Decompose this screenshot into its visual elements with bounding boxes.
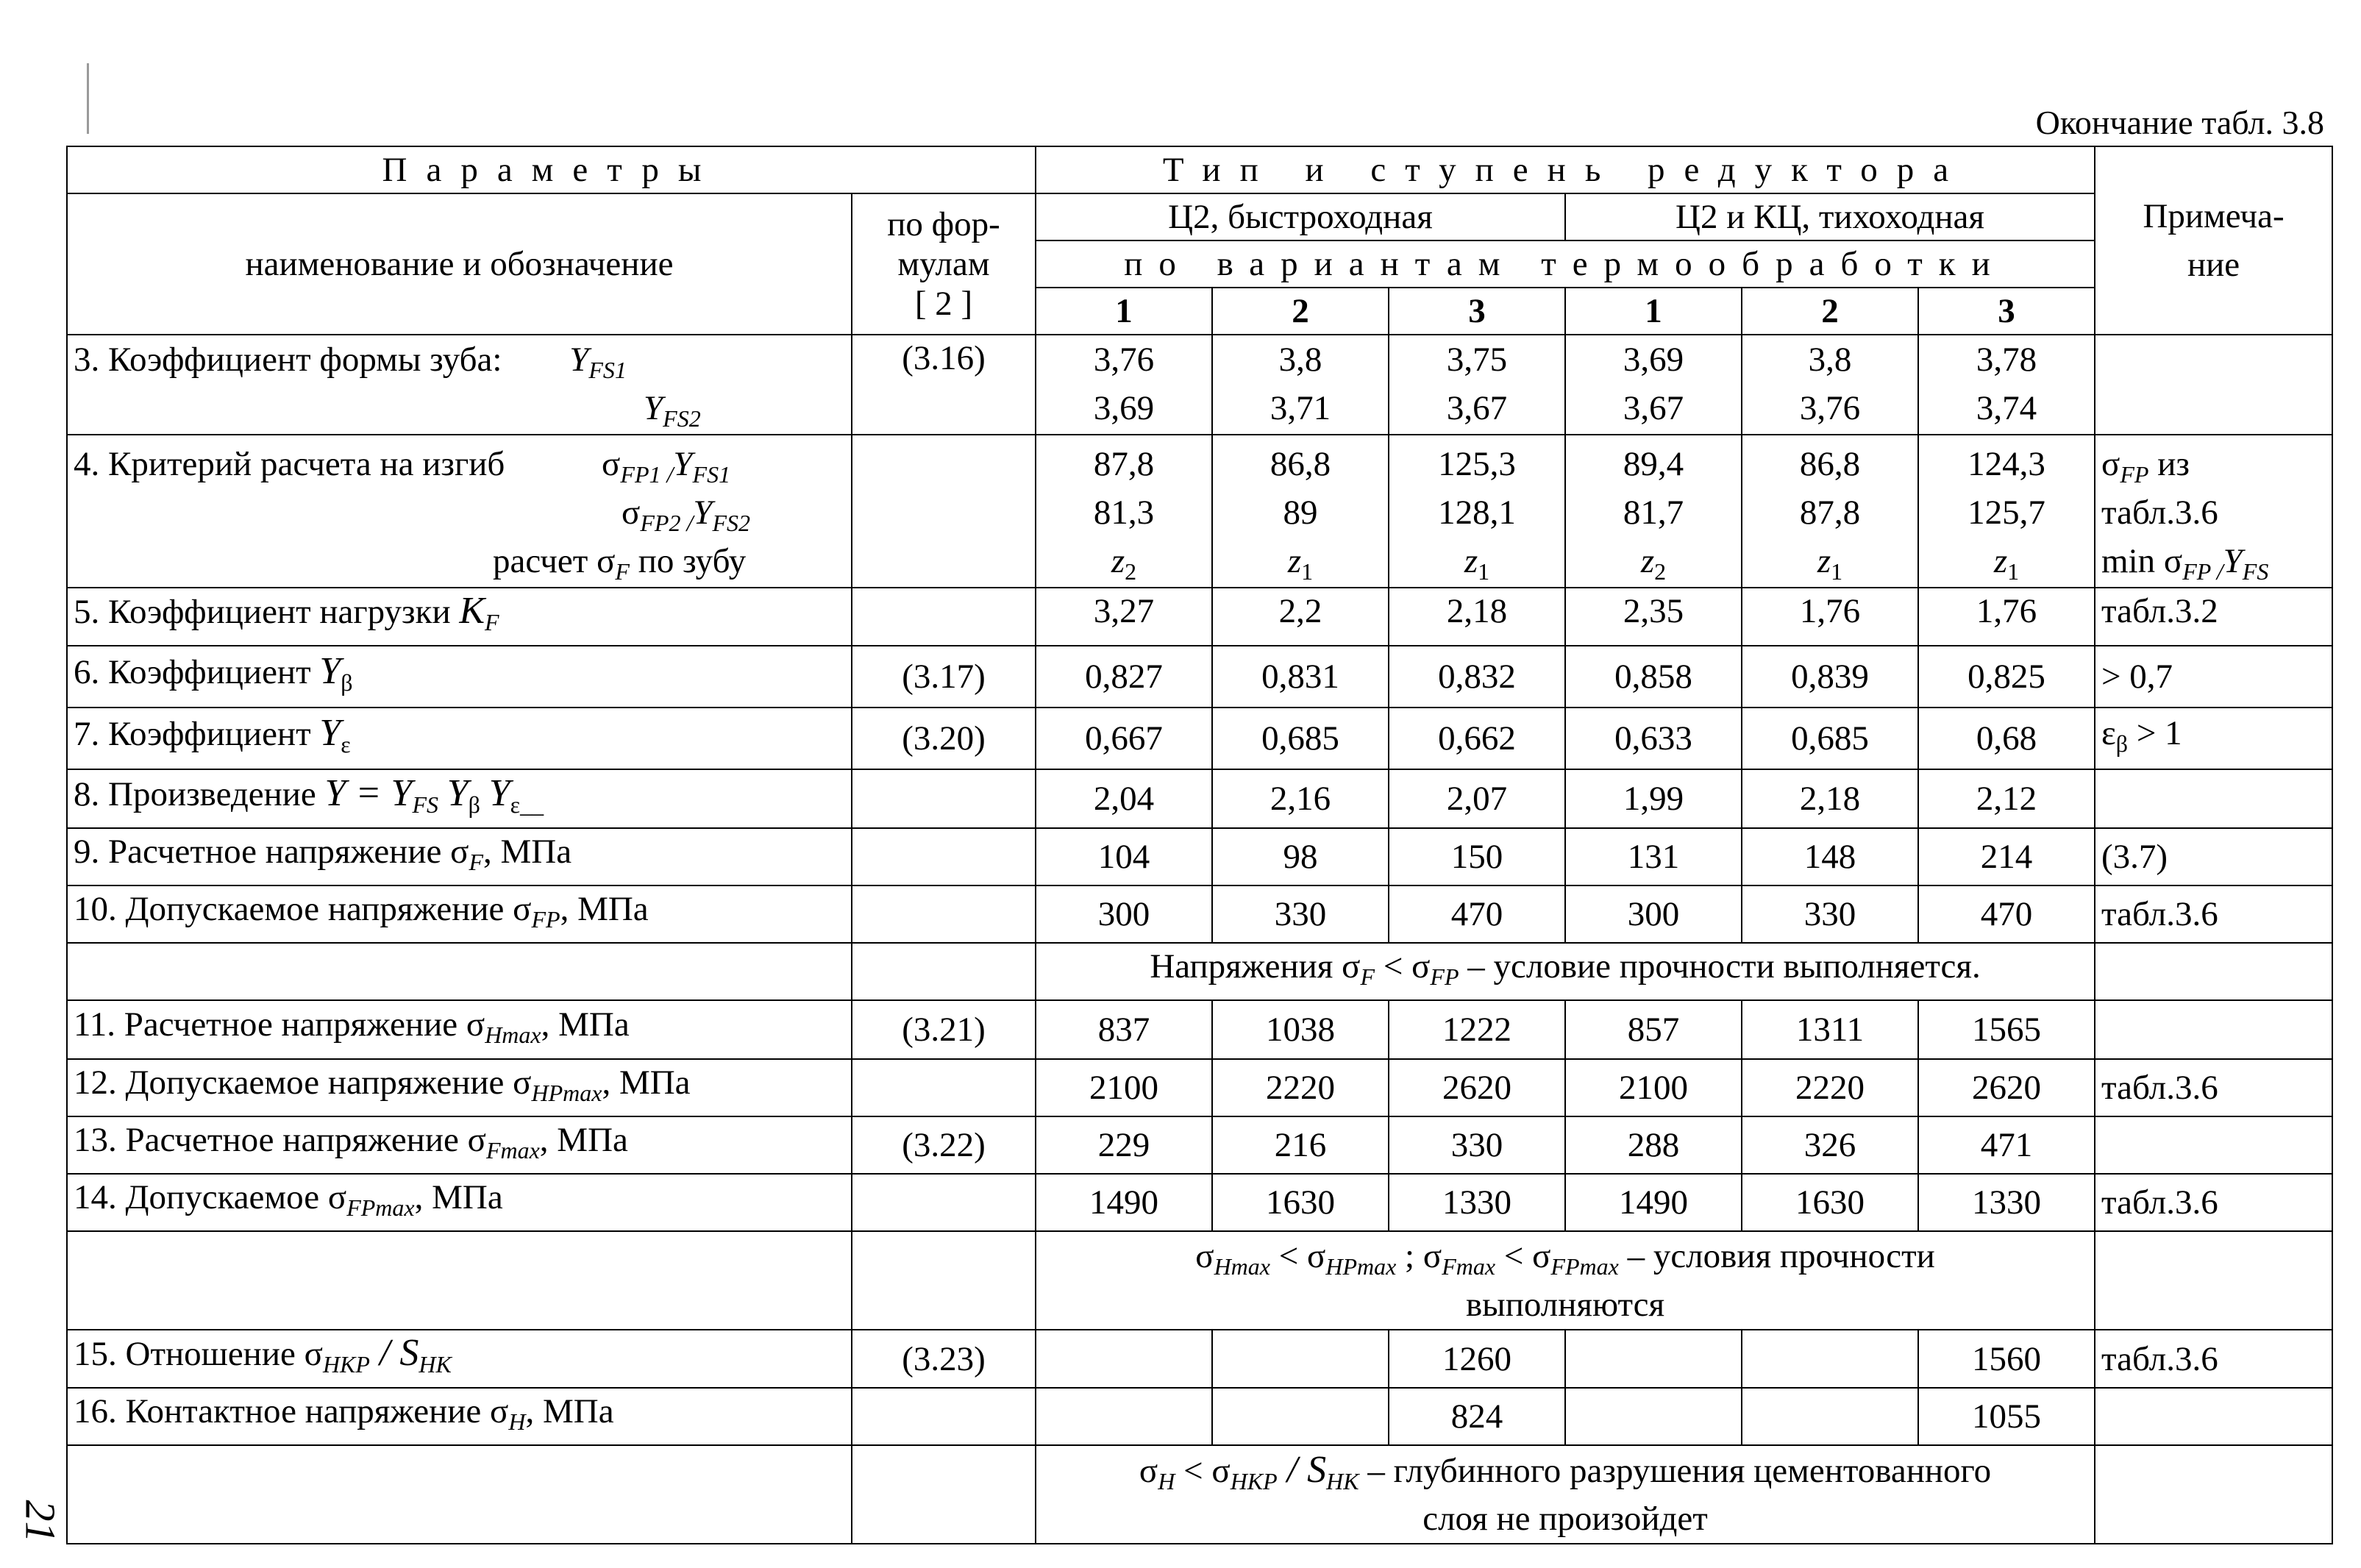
value-cell: 2,2 <box>1212 588 1389 646</box>
value-cell: 1,99 <box>1565 769 1742 828</box>
value-cell: 330 <box>1389 1116 1565 1174</box>
value-cell: 1,76 <box>1918 588 2095 646</box>
table-row <box>67 708 2332 769</box>
value-cell: 131 <box>1565 828 1742 885</box>
formula-ref <box>852 1445 1036 1544</box>
value-cell: 0,667 <box>1036 708 1212 769</box>
table-row <box>67 335 2332 435</box>
conclusion-text: $\sigma_{Hmax} < \sigma_{HPmax}$ ; $\sigma_{Fmax} < \sigma_{FPmax}$ – условия прочности выполняются <box>1036 1231 2095 1330</box>
note-cell <box>2095 1000 2332 1059</box>
formula-ref <box>852 943 1036 1000</box>
value-cell: 837 <box>1036 1000 1212 1059</box>
value-cell: 1630 <box>1742 1174 1918 1231</box>
value-cell: 98 <box>1212 828 1389 885</box>
param-label: 16. Контактное напряжение $\sigma_H$, МПа <box>67 1388 852 1445</box>
param-label: 12. Допускаемое напряжение $\sigma_{HPmax}$, МПа <box>67 1059 852 1116</box>
reducer-type-header: Тип и ступень редуктора <box>1036 146 2095 193</box>
note-cell: табл.3.2 <box>2095 588 2332 646</box>
value-cell: 1490 <box>1565 1174 1742 1231</box>
conclusion-row <box>67 1231 2332 1330</box>
value-cell: 2220 <box>1212 1059 1389 1116</box>
table-row <box>67 1059 2332 1116</box>
variant-number: 3 <box>1918 288 2095 335</box>
formula-ref <box>852 1059 1036 1116</box>
param-label <box>67 1231 852 1330</box>
value-cell: 2620 <box>1389 1059 1565 1116</box>
table-row <box>67 646 2332 708</box>
note-cell: > 0,7 <box>2095 646 2332 708</box>
conclusion-text: Напряжения $\sigma_F < \sigma_{FP}$ – условие прочности выполняется. <box>1036 943 2095 1000</box>
value-cell <box>1742 1388 1918 1445</box>
value-cell: 3,27 <box>1036 588 1212 646</box>
value-cell: 2220 <box>1742 1059 1918 1116</box>
name-header: наименование и обозначение <box>67 193 852 335</box>
variant-number: 1 <box>1036 288 1212 335</box>
value-cell: 1260 <box>1389 1330 1565 1388</box>
value-cell: 471 <box>1918 1116 2095 1174</box>
table-row <box>67 1174 2332 1231</box>
value-cell: 3,8 3,76 <box>1742 335 1918 435</box>
value-cell: 1311 <box>1742 1000 1918 1059</box>
formula-header: по фор- мулам [ 2 ] <box>852 193 1036 335</box>
value-cell <box>1742 1330 1918 1388</box>
param-label: 9. Расчетное напряжение $\sigma_F$, МПа <box>67 828 852 885</box>
note-cell: табл.3.6 <box>2095 885 2332 943</box>
param-label: 5. Коэффициент нагрузки $K_F$ <box>67 588 852 646</box>
value-cell: 1055 <box>1918 1388 2095 1445</box>
group-slow-header: Ц2 и КЦ, тихоходная <box>1565 193 2095 240</box>
value-cell: 2100 <box>1565 1059 1742 1116</box>
param-label: 7. Коэффициент $Y_\varepsilon$ <box>67 708 852 769</box>
value-cell: 300 <box>1565 885 1742 943</box>
param-label: 11. Расчетное напряжение $\sigma_{Hmax}$, МПа <box>67 1000 852 1059</box>
param-label: 8. Произведение $Y = Y_{FS}$ $Y_\beta$ $Y_{\varepsilon\_\_}$ <box>67 769 852 828</box>
value-cell: 2100 <box>1036 1059 1212 1116</box>
value-cell: 0,662 <box>1389 708 1565 769</box>
value-cell: 87,8 81,3 $z_2$ <box>1036 435 1212 588</box>
param-label: 15. Отношение $\sigma_{HKP} / S_{HK}$ <box>67 1330 852 1388</box>
table-row <box>67 1330 2332 1388</box>
value-cell: 0,831 <box>1212 646 1389 708</box>
value-cell: 470 <box>1918 885 2095 943</box>
value-cell: 0,827 <box>1036 646 1212 708</box>
note-cell: табл.3.6 <box>2095 1059 2332 1116</box>
formula-ref <box>852 588 1036 646</box>
value-cell: 1490 <box>1036 1174 1212 1231</box>
value-cell: 0,858 <box>1565 646 1742 708</box>
formula-ref <box>852 1174 1036 1231</box>
value-cell: 1565 <box>1918 1000 2095 1059</box>
note-header: Примеча- ние <box>2095 146 2332 335</box>
table-row <box>67 1388 2332 1445</box>
formula-ref: (3.22) <box>852 1116 1036 1174</box>
value-cell: 0,825 <box>1918 646 2095 708</box>
value-cell: 0,685 <box>1742 708 1918 769</box>
table-row <box>67 1116 2332 1174</box>
value-cell: 3,76 3,69 <box>1036 335 1212 435</box>
note-cell <box>2095 1231 2332 1330</box>
note-cell <box>2095 1445 2332 1544</box>
value-cell: 1560 <box>1918 1330 2095 1388</box>
value-cell: 2620 <box>1918 1059 2095 1116</box>
note-cell: табл.3.6 <box>2095 1330 2332 1388</box>
conclusion-text: $\sigma_H < \sigma_{HKP} / S_{HK}$ – глубинного разрушения цементованного слоя не произойдет <box>1036 1445 2095 1544</box>
value-cell: 229 <box>1036 1116 1212 1174</box>
value-cell: 2,07 <box>1389 769 1565 828</box>
value-cell: 1,76 <box>1742 588 1918 646</box>
table-caption: Окончание табл. 3.8 <box>2035 104 2324 141</box>
value-cell: 1330 <box>1918 1174 2095 1231</box>
param-label: 14. Допускаемое $\sigma_{FPmax}$, МПа <box>67 1174 852 1231</box>
value-cell: 89,4 81,7 $z_2$ <box>1565 435 1742 588</box>
value-cell: 1630 <box>1212 1174 1389 1231</box>
value-cell: 150 <box>1389 828 1565 885</box>
page-number: 21 <box>16 1500 65 1543</box>
value-cell <box>1036 1388 1212 1445</box>
value-cell: 86,8 87,8 $z_1$ <box>1742 435 1918 588</box>
param-label: 10. Допускаемое напряжение $\sigma_{FP}$, МПа <box>67 885 852 943</box>
value-cell: 104 <box>1036 828 1212 885</box>
value-cell: 3,75 3,67 <box>1389 335 1565 435</box>
param-label <box>67 943 852 1000</box>
variants-header: по вариантам термообработки <box>1036 240 2095 288</box>
table-row <box>67 435 2332 588</box>
value-cell: 1222 <box>1389 1000 1565 1059</box>
param-label: 4. Критерий расчета на изгиб $\sigma_{FP1 /}Y_{FS1}$ $\sigma_{FP2 /}Y_{FS2}$ расчет $\sigma_F$ по зубу <box>67 435 852 588</box>
value-cell: 3,8 3,71 <box>1212 335 1389 435</box>
value-cell: 824 <box>1389 1388 1565 1445</box>
value-cell: 0,839 <box>1742 646 1918 708</box>
value-cell: 857 <box>1565 1000 1742 1059</box>
value-cell: 216 <box>1212 1116 1389 1174</box>
value-cell: 1038 <box>1212 1000 1389 1059</box>
note-cell: (3.7) <box>2095 828 2332 885</box>
value-cell: 0,832 <box>1389 646 1565 708</box>
value-cell: 1330 <box>1389 1174 1565 1231</box>
table-row <box>67 769 2332 828</box>
note-cell <box>2095 769 2332 828</box>
value-cell: 470 <box>1389 885 1565 943</box>
formula-ref: (3.16) <box>852 335 1036 435</box>
note-cell <box>2095 1388 2332 1445</box>
param-label: 6. Коэффициент $Y_\beta$ <box>67 646 852 708</box>
table-row <box>67 828 2332 885</box>
value-cell <box>1565 1330 1742 1388</box>
value-cell: 2,16 <box>1212 769 1389 828</box>
value-cell: 288 <box>1565 1116 1742 1174</box>
value-cell: 300 <box>1036 885 1212 943</box>
note-cell <box>2095 943 2332 1000</box>
variant-number: 1 <box>1565 288 1742 335</box>
formula-ref: (3.23) <box>852 1330 1036 1388</box>
value-cell: 2,04 <box>1036 769 1212 828</box>
formula-ref: (3.21) <box>852 1000 1036 1059</box>
param-label: 3. Коэффициент формы зуба: $Y_{FS1}$ $Y_{FS2}$ <box>67 335 852 435</box>
value-cell: 0,68 <box>1918 708 2095 769</box>
value-cell: 86,8 89 $z_1$ <box>1212 435 1389 588</box>
value-cell <box>1212 1330 1389 1388</box>
note-cell <box>2095 1116 2332 1174</box>
value-cell: 148 <box>1742 828 1918 885</box>
table-row <box>67 1000 2332 1059</box>
table-row <box>67 588 2332 646</box>
formula-ref: (3.20) <box>852 708 1036 769</box>
formula-ref: (3.17) <box>852 646 1036 708</box>
param-label: 13. Расчетное напряжение $\sigma_{Fmax}$, МПа <box>67 1116 852 1174</box>
table-row <box>67 885 2332 943</box>
parameters-header: Параметры <box>67 146 1036 193</box>
value-cell: 0,685 <box>1212 708 1389 769</box>
value-cell: 330 <box>1212 885 1389 943</box>
formula-ref <box>852 885 1036 943</box>
value-cell: 2,18 <box>1742 769 1918 828</box>
value-cell <box>1565 1388 1742 1445</box>
formula-ref <box>852 828 1036 885</box>
results-table <box>66 146 2333 1544</box>
note-cell <box>2095 335 2332 435</box>
value-cell: 2,18 <box>1389 588 1565 646</box>
value-cell: 214 <box>1918 828 2095 885</box>
variant-number: 2 <box>1212 288 1389 335</box>
formula-ref <box>852 1231 1036 1330</box>
value-cell: 124,3 125,7 $z_1$ <box>1918 435 2095 588</box>
note-cell: $\varepsilon_\beta > 1$ <box>2095 708 2332 769</box>
variant-number: 2 <box>1742 288 1918 335</box>
group-fast-header: Ц2, быстроходная <box>1036 193 1565 240</box>
formula-ref <box>852 1388 1036 1445</box>
note-cell: табл.3.6 <box>2095 1174 2332 1231</box>
header-row-1 <box>67 146 2332 193</box>
value-cell: 3,69 3,67 <box>1565 335 1742 435</box>
conclusion-row <box>67 943 2332 1000</box>
value-cell: 326 <box>1742 1116 1918 1174</box>
value-cell: 2,35 <box>1565 588 1742 646</box>
value-cell: 330 <box>1742 885 1918 943</box>
value-cell: 0,633 <box>1565 708 1742 769</box>
header-row-2 <box>67 193 2332 240</box>
value-cell: 2,12 <box>1918 769 2095 828</box>
margin-mark <box>87 63 89 134</box>
formula-ref <box>852 435 1036 588</box>
conclusion-row <box>67 1445 2332 1544</box>
variant-number: 3 <box>1389 288 1565 335</box>
formula-ref <box>852 769 1036 828</box>
value-cell <box>1212 1388 1389 1445</box>
param-label <box>67 1445 852 1544</box>
value-cell <box>1036 1330 1212 1388</box>
note-cell: $\sigma_{FP}$ из табл.3.6 $\min \sigma_{FP /}Y_{FS}$ <box>2095 435 2332 588</box>
value-cell: 3,78 3,74 <box>1918 335 2095 435</box>
value-cell: 125,3 128,1 $z_1$ <box>1389 435 1565 588</box>
